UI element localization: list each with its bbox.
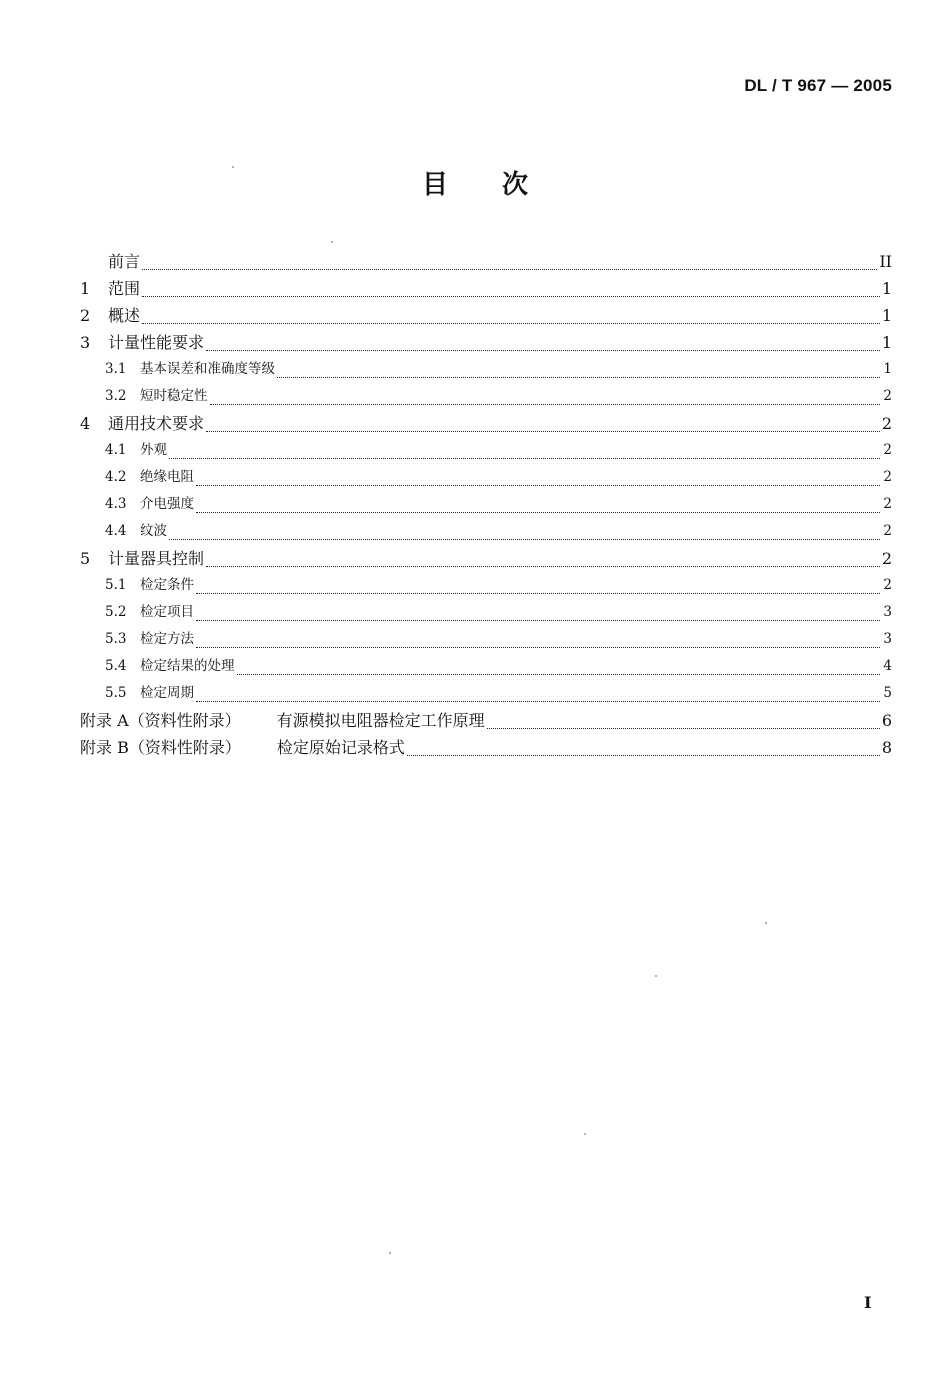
toc-entry-page: 2 [881,414,892,433]
toc-entry[interactable] [80,572,892,599]
toc-dot-leader [142,296,880,297]
toc-entry-page: 4 [883,658,892,674]
toc-entry[interactable] [80,383,892,410]
toc-entry-title: 检定原始记录格式 [276,738,405,757]
toc-entry-page: 1 [881,279,892,298]
toc-entry-page: 2 [883,442,892,458]
toc-entry-page: 2 [883,496,892,512]
toc-entry-page: 3 [883,604,892,620]
toc-entry-page: 2 [883,469,892,485]
toc-dot-leader [407,755,880,756]
toc-entry-label: 外观 [140,442,167,458]
toc-entry[interactable] [80,518,892,545]
toc-entry-number: 4.2 [105,469,127,485]
scan-speck [232,166,234,168]
toc-dot-leader [169,458,880,459]
toc-dot-leader [196,647,880,648]
toc-dot-leader [196,701,880,702]
toc-dot-leader [196,620,880,621]
toc-entry-title: 有源模拟电阻器检定工作原理 [276,711,485,730]
toc-entry-label: 检定周期 [140,685,194,701]
toc-entry[interactable] [80,545,892,572]
toc-entry-page: 8 [881,738,892,757]
toc-entry[interactable] [80,680,892,707]
toc-dot-leader [196,593,880,594]
scan-speck [389,1252,391,1254]
toc-entry-number: 5.3 [105,631,127,647]
toc-entry-label: 介电强度 [140,496,194,512]
toc-entry[interactable] [80,437,892,464]
table-of-contents [80,248,892,761]
toc-entry[interactable] [80,491,892,518]
toc-entry-label: 前言 [108,252,141,271]
toc-entry-label: 短时稳定性 [140,388,208,404]
toc-entry-number: 5.2 [105,604,127,620]
toc-entry[interactable] [80,464,892,491]
toc-entry-number: 4.3 [105,496,127,512]
toc-dot-leader [142,269,877,270]
toc-dot-leader [237,674,881,675]
toc-entry-label: 附录 A（资料性附录） [80,711,241,730]
toc-entry-number: 5.1 [105,577,127,593]
toc-entry-label: 绝缘电阻 [140,469,194,485]
toc-entry[interactable] [80,356,892,383]
toc-entry-label: 纹波 [140,523,167,539]
toc-entry-label: 附录 B（资料性附录） [80,738,241,757]
toc-entry[interactable] [80,599,892,626]
toc-entry-page: 3 [883,631,892,647]
toc-entry[interactable] [80,302,892,329]
toc-dot-leader [210,404,881,405]
standard-code: DL / T 967 — 2005 [744,76,892,95]
toc-entry-page: 1 [881,306,892,325]
toc-dot-leader [206,566,880,567]
toc-entry-number: 2 [80,306,91,325]
toc-entry[interactable] [80,707,892,734]
toc-entry-label: 概述 [108,306,141,325]
toc-entry-page: 1 [881,333,892,352]
toc-entry-number: 4 [80,414,91,433]
toc-entry-page: 2 [883,523,892,539]
toc-entry-number: 3.1 [105,361,127,377]
toc-entry-number: 5 [80,549,91,568]
page-title: 目次 [421,170,582,200]
toc-dot-leader [487,728,880,729]
scan-speck [765,922,767,924]
toc-entry-label: 检定条件 [140,577,194,593]
toc-dot-leader [196,512,880,513]
toc-entry-label: 通用技术要求 [108,414,205,433]
toc-dot-leader [196,485,880,486]
toc-dot-leader [206,431,880,432]
toc-entry-number: 5.4 [105,658,127,674]
toc-dot-leader [277,377,880,378]
toc-entry-page: 6 [881,711,892,730]
toc-entry-label: 检定项目 [140,604,194,620]
scan-speck [331,241,333,243]
toc-entry-page: 2 [883,388,892,404]
toc-entry-number: 5.5 [105,685,127,701]
toc-entry-label: 计量器具控制 [108,549,205,568]
toc-entry-page: 2 [883,577,892,593]
toc-entry[interactable] [80,626,892,653]
toc-entry[interactable] [80,329,892,356]
toc-entry[interactable] [80,734,892,761]
toc-entry-label: 检定结果的处理 [140,658,235,674]
toc-dot-leader [169,539,880,540]
toc-entry-page: II [879,252,892,271]
toc-entry[interactable] [80,653,892,680]
toc-entry-number: 4.1 [105,442,127,458]
scan-speck [584,1133,586,1135]
toc-entry-page: 1 [883,361,892,377]
toc-entry[interactable] [80,275,892,302]
toc-entry-number: 1 [80,279,91,298]
toc-entry-number: 4.4 [105,523,127,539]
toc-entry-number: 3 [80,333,91,352]
toc-entry[interactable] [80,248,892,275]
page-number: I [864,1293,872,1312]
toc-entry-label: 检定方法 [140,631,194,647]
toc-entry-label: 计量性能要求 [108,333,205,352]
toc-entry-page: 5 [883,685,892,701]
toc-entry-number: 3.2 [105,388,127,404]
toc-entry-page: 2 [881,549,892,568]
toc-entry-label: 基本误差和准确度等级 [140,361,275,377]
toc-dot-leader [206,350,880,351]
scan-speck [655,975,657,977]
toc-entry[interactable] [80,410,892,437]
toc-dot-leader [142,323,880,324]
toc-entry-label: 范围 [108,279,141,298]
